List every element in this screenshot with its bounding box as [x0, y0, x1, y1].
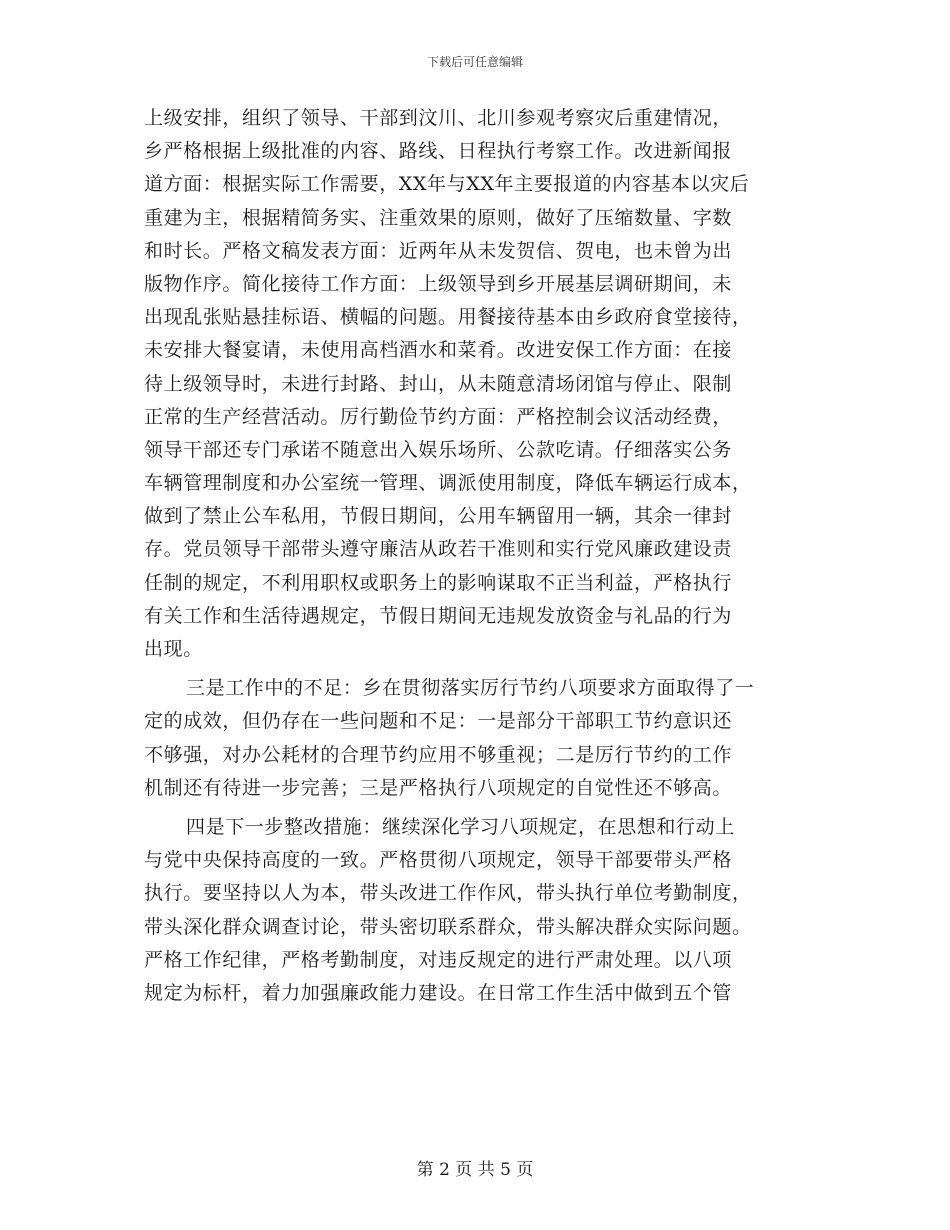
text-line: 领导干部还专门承诺不随意出入娱乐场所、公款吃请。仔细落实公务	[144, 438, 733, 461]
text-line: 出现乱张贴悬挂标语、横幅的问题。用餐接待基本由乡政府食堂接待，	[144, 306, 752, 329]
text-line: 三是工作中的不足：乡在贯彻落实厉行节约八项要求方面取得了一	[186, 677, 755, 700]
page-header: 下载后可任意编辑	[426, 55, 523, 69]
text-line: 有关工作和生活待遇规定，节假日期间无违规发放资金与礼品的行为	[144, 604, 733, 627]
text-line: 做到了禁止公车私用，节假日期间，公用车辆留用一辆，其余一律封	[144, 505, 733, 528]
text-line: 乡严格根据上级批准的内容、路线、日程执行考察工作。改进新闻报	[144, 140, 733, 163]
text-line: 车辆管理制度和办公室统一管理、调派使用制度，降低车辆运行成本，	[144, 472, 752, 495]
text-line: 严格工作纪律，严格考勤制度，对违反规定的进行严肃处理。以八项	[144, 948, 733, 971]
text-line: 四是下一步整改措施：继续深化学习八项规定，在思想和行动上	[186, 815, 735, 838]
text-line: 与党中央保持高度的一致。严格贯彻八项规定，领导干部要带头严格	[144, 849, 733, 872]
text-line: 上级安排，组织了领导、干部到汶川、北川参观考察灾后重建情况，	[144, 107, 733, 129]
text-line: 正常的生产经营活动。厉行勤俭节约方面：严格控制会议活动经费，	[144, 405, 733, 428]
text-line: 和时长。严格文稿发表方面：近两年从未发贺信、贺电，也未曾为出	[144, 239, 733, 262]
text-line: 未安排大餐宴请，未使用高档酒水和菜肴。改进安保工作方面：在接	[144, 339, 733, 362]
text-line: 机制还有待进一步完善；三是严格执行八项规定的自觉性还不够高。	[144, 776, 733, 799]
document-body	[144, 102, 824, 1010]
paragraph-2	[144, 672, 824, 805]
paragraph-3	[144, 811, 824, 1010]
text-line: 道方面：根据实际工作需要，XX年与XX年主要报道的内容基本以灾后	[144, 173, 750, 196]
text-line: 规定为标杆，着力加强廉政能力建设。在日常工作生活中做到五个管	[144, 981, 733, 1004]
text-line: 重建为主，根据精简务实、注重效果的原则，做好了压缩数量、字数	[144, 206, 733, 229]
text-line: 定的成效，但仍存在一些问题和不足：一是部分干部职工节约意识还	[144, 710, 733, 733]
page-number: 第 2 页 共 5 页	[416, 1160, 534, 1180]
text-line: 带头深化群众调查讨论，带头密切联系群众，带头解决群众实际问题。	[144, 915, 752, 938]
text-line: 存。党员领导干部带头遵守廉洁从政若干准则和实行党风廉政建设责	[144, 538, 733, 561]
text-line: 版物作序。简化接待工作方面：上级领导到乡开展基层调研期间，未	[144, 272, 733, 295]
text-line: 出现。	[144, 638, 203, 660]
text-line: 不够强，对办公耗材的合理节约应用不够重视；二是厉行节约的工作	[144, 743, 733, 766]
paragraph-1	[144, 102, 824, 666]
text-line: 待上级领导时，未进行封路、封山，从未随意清场闭馆与停止、限制	[144, 372, 733, 395]
text-line: 任制的规定，不利用职权或职务上的影响谋取不正当利益，严格执行	[144, 571, 733, 594]
text-line: 执行。要坚持以人为本，带头改进工作作风，带头执行单位考勤制度，	[144, 882, 752, 905]
